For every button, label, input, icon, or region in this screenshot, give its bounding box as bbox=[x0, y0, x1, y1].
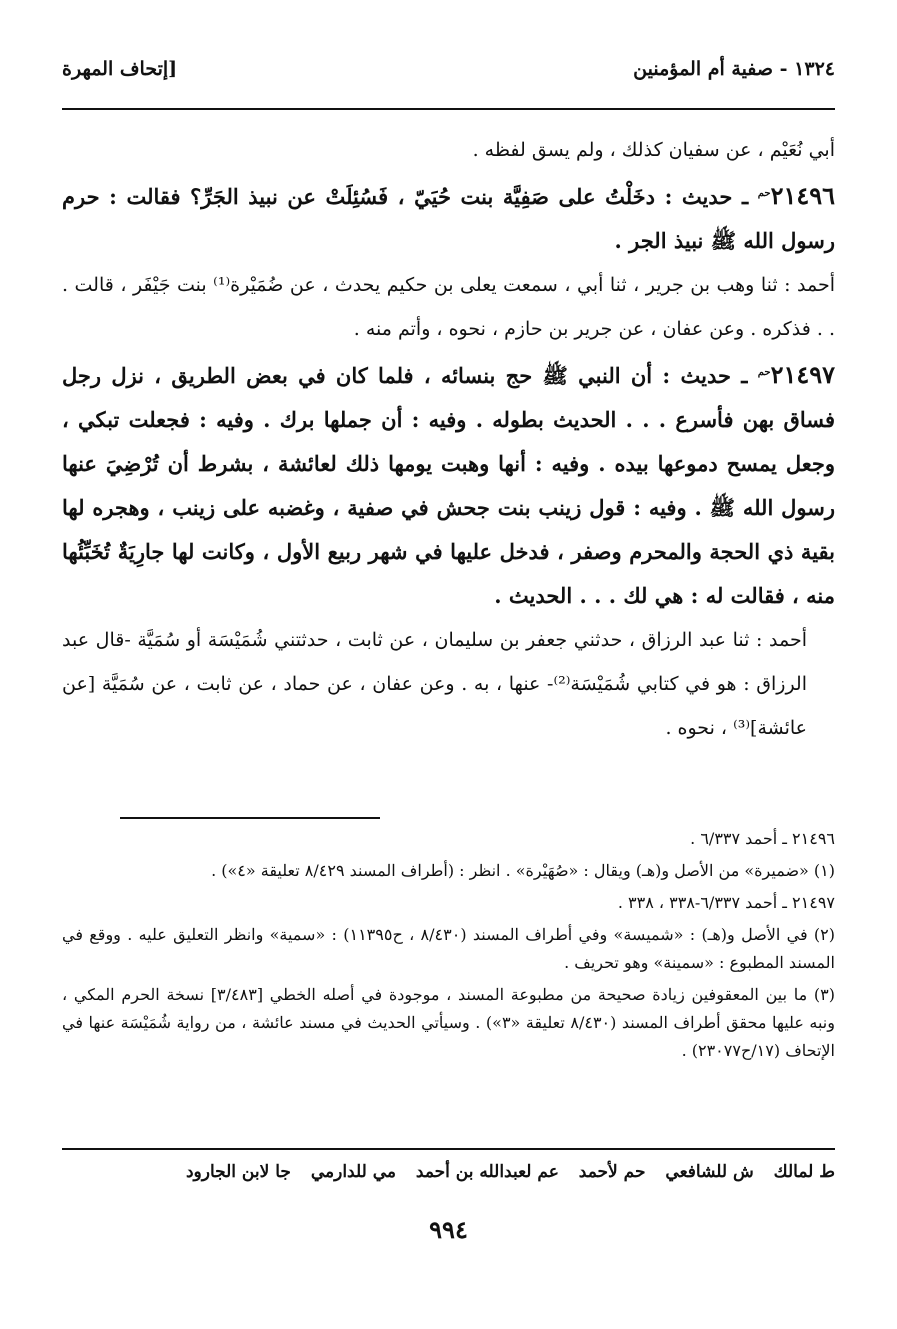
footnote: (٢) في الأصل و(هـ) : «شميسة» وفي أطراف المسند (٨/٤٣٠ ، ح١١٣٩٥) : «سمية» وانظر التعليق عليه . ووقع في المسند المطبوع : «سمينة» وهو تحريف . bbox=[62, 925, 836, 972]
legend-divider bbox=[62, 1148, 835, 1150]
main-text bbox=[62, 128, 835, 750]
footnote-divider bbox=[120, 817, 380, 819]
hadith-text: ـ حديث : أن النبي ﷺ حج بنسائه ، فلما كان في بعض الطريق ، نزل رجل فساق بهن فأسرع . . . الحديث بطوله . وفيه : أن جملها برك . وفيه : فجعلت تبكي ، وجعل يمسح دموعها بيده . وفيه : أنها وهبت يومها ذلك لعائشة ، بشرط أن تُرْضِيَ عنها رسول الله ﷺ . وفيه : قول زينب بنت جحش في صفية ، وغضبه على زينب ، وهجره لها بقية ذي الحجة والمحرم وصفر ، فدخل عليها في شهر ربيع الأول ، وكانت لها جارِيَةٌ تُخَبِّئُها منه ، فقالت له : هي لك . . . الحديث . bbox=[62, 363, 835, 608]
book-title: [إتحاف المهرة bbox=[62, 58, 178, 80]
isnad-21497: أحمد : ثنا عبد الرزاق ، حدثني جعفر بن سليمان ، عن ثابت ، حدثتني شُمَيْسَة أو سُمَيَّة -قال عبد الرزاق : هو في كتابي شُمَيْسَة⁽²⁾- عنها ، به . وعن عفان ، عن حماد ، عن ثابت ، عن سُمَيَّة [عن عائشة]⁽³⁾ ، نحوه . bbox=[62, 629, 807, 739]
hadith-21497 bbox=[62, 351, 835, 618]
legend-item: عم لعبدالله بن أحمد bbox=[415, 1162, 559, 1182]
legend-item: مي للدارمي bbox=[310, 1162, 396, 1182]
paragraph-1: أبي نُعَيْم ، عن سفيان كذلك ، ولم يسق لفظه . bbox=[472, 139, 835, 161]
legend-item: ش للشافعي bbox=[665, 1162, 754, 1182]
page-number: ٩٩٤ bbox=[429, 1215, 468, 1244]
source-mark: حم bbox=[757, 188, 771, 199]
footnote: ٢١٤٩٧ ـ أحمد ٦/٣٣٧-٣٣٨ ، ٣٣٨ . bbox=[617, 893, 835, 912]
abbreviation-legend bbox=[62, 1162, 835, 1182]
chapter-title: ١٣٢٤ - صفية أم المؤمنين bbox=[633, 58, 835, 80]
hadith-number: ٢١٤٩٧ bbox=[770, 360, 836, 389]
footnote: (٣) ما بين المعقوفين زيادة صحيحة من مطبوعة المسند ، موجودة في أصله الخطي [٣/٤٨٣] نسخة الحرم المكي ، ونبه عليها محقق أطراف المسند (٨/٤٣٠ تعليقة «٣») . وسيأتي الحديث في مسند عائشة ، من رواية شُمَيْسَة عنها في الإتحاف (١٧/ح٢٣٠٧٧) . bbox=[62, 985, 835, 1060]
hadith-21496 bbox=[62, 172, 835, 263]
footnotes bbox=[62, 825, 835, 1069]
isnad-21496: أحمد : ثنا وهب بن جرير ، ثنا أبي ، سمعت يعلى بن حكيم يحدث ، عن ضُمَيْرة⁽¹⁾ بنت جَيْفَر ، قالت . . . فذكره . وعن عفان ، عن جرير بن حازم ، نحوه ، وأتم منه . bbox=[62, 274, 835, 340]
hadith-number: ٢١٤٩٦ bbox=[770, 181, 836, 210]
footnote: ٢١٤٩٦ ـ أحمد ٦/٣٣٧ . bbox=[690, 829, 835, 848]
source-mark: حم bbox=[757, 367, 771, 378]
hadith-text: ـ حديث : دخَلْتُ على صَفِيَّة بنت حُيَيّ ، فَسُئِلَتْ عن نبيذ الجَرِّ؟ فقالت : حرم رسول الله ﷺ نبيذ الجر . bbox=[62, 184, 835, 253]
header-divider bbox=[62, 108, 835, 110]
legend-item: ط لمالك bbox=[773, 1162, 835, 1182]
running-header bbox=[62, 58, 835, 98]
legend-item: جا لابن الجارود bbox=[185, 1162, 291, 1182]
footnote: (١) «ضميرة» من الأصل و(هـ) ويقال : «صُهَيْرة» . انظر : (أطراف المسند ٨/٤٢٩ تعليقة «٤») . bbox=[211, 861, 835, 880]
legend-item: حم لأحمد bbox=[578, 1162, 646, 1182]
